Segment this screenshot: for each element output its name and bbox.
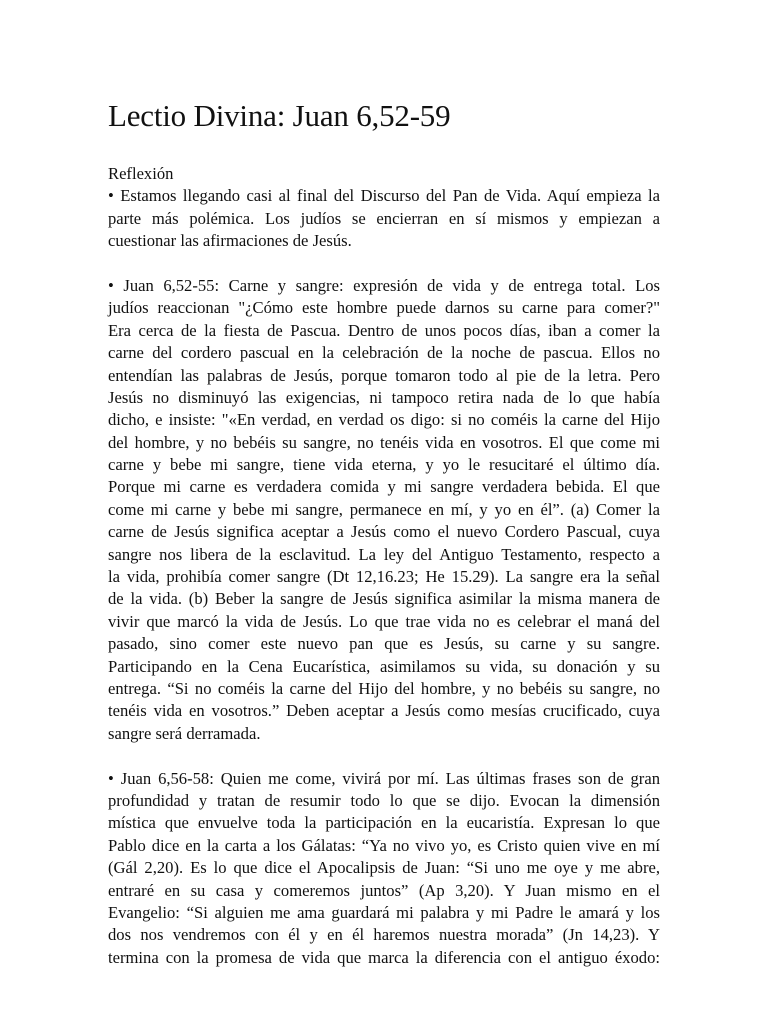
document-title: Lectio Divina: Juan 6,52-59 bbox=[108, 98, 451, 133]
text-line: • Juan 6,52-55: Carne y sangre: expresión de vida y de entrega total. Los bbox=[108, 275, 660, 295]
text-line: vivir que marcó la vida de Jesús. Lo que trae vida no es celebrar el maná del bbox=[108, 611, 660, 631]
text-line: Jesús no disminuyó las exigencias, ni tampoco retira nada de lo que había bbox=[108, 387, 660, 407]
text-line: • Estamos llegando casi al final del Discurso del Pan de Vida. Aquí empieza la bbox=[108, 186, 660, 206]
paragraph-1 bbox=[108, 185, 660, 252]
text-line: entendían las palabras de Jesús, porque tomaron todo al pie de la letra. Pero bbox=[108, 365, 660, 385]
text-line: Porque mi carne es verdadera comida y mi sangre verdadera bebida. El que bbox=[108, 477, 660, 497]
text-line: Era cerca de la fiesta de Pascua. Dentro de unos pocos días, iban a comer la bbox=[108, 320, 660, 340]
document-body bbox=[108, 163, 660, 969]
text-line: • Juan 6,56-58: Quien me come, vivirá por mí. Las últimas frases son de gran bbox=[108, 768, 660, 788]
text-line: parte más polémica. Los judíos se encierran en sí mismos y empiezan a bbox=[108, 208, 660, 228]
section-heading: Reflexión bbox=[108, 164, 174, 183]
paragraph-gap bbox=[108, 745, 660, 767]
text-line: mística que envuelve toda la participación en la eucaristía. Expresan lo que bbox=[108, 813, 660, 833]
paragraph-2 bbox=[108, 275, 660, 745]
text-line: judíos reaccionan "¿Cómo este hombre puede darnos su carne para comer?" bbox=[108, 298, 660, 318]
text-line: tenéis vida en vosotros.” Deben aceptar a Jesús como mesías crucificado, cuya bbox=[108, 701, 660, 721]
text-line: dicho, e insiste: "«En verdad, en verdad os digo: si no coméis la carne del Hijo bbox=[108, 410, 660, 430]
paragraph-3 bbox=[108, 768, 660, 970]
text-line: Evangelio: “Si alguien me ama guardará mi palabra y mi Padre le amará y los bbox=[108, 902, 660, 922]
text-line: dos nos vendremos con él y en él haremos nuestra morada” (Jn 14,23). Y bbox=[108, 925, 660, 945]
text-line: pasado, sino comer este nuevo pan que es Jesús, su carne y su sangre. bbox=[108, 634, 660, 654]
text-line: entraré en su casa y comeremos juntos” (Ap 3,20). Y Juan mismo en el bbox=[108, 880, 660, 900]
text-line: carne y bebe mi sangre, tiene vida eterna, y yo le resucitaré el último día. bbox=[108, 455, 660, 475]
text-line: come mi carne y bebe mi sangre, permanece en mí, y yo en él”. (a) Comer la bbox=[108, 499, 660, 519]
text-line: del hombre, y no bebéis su sangre, no tenéis vida en vosotros. El que come mi bbox=[108, 432, 660, 452]
text-line: carne del cordero pascual en la celebración de la noche de pascua. Ellos no bbox=[108, 343, 660, 363]
paragraph-gap bbox=[108, 253, 660, 275]
text-line: de la vida. (b) Beber la sangre de Jesús significa asimilar la misma manera de bbox=[108, 589, 660, 609]
text-line: Pablo dice en la carta a los Gálatas: “Ya no vivo yo, es Cristo quien vive en mí bbox=[108, 835, 660, 855]
text-line: Participando en la Cena Eucarística, asimilamos su vida, su donación y su bbox=[108, 656, 660, 676]
text-line: sangre nos libera de la esclavitud. La ley del Antiguo Testamento, respecto a bbox=[108, 544, 660, 564]
text-line: sangre será derramada. bbox=[108, 723, 261, 743]
text-line: cuestionar las afirmaciones de Jesús. bbox=[108, 231, 352, 251]
text-line: entrega. “Si no coméis la carne del Hijo del hombre, y no bebéis su sangre, no bbox=[108, 678, 660, 698]
text-line: la vida, prohibía comer sangre (Dt 12,16.23; He 15.29). La sangre era la señal bbox=[108, 567, 660, 587]
text-line: carne de Jesús significa aceptar a Jesús como el nuevo Cordero Pascual, cuya bbox=[108, 522, 660, 542]
text-line: (Gál 2,20). Es lo que dice el Apocalipsis de Juan: “Si uno me oye y me abre, bbox=[108, 858, 660, 878]
text-line: termina con la promesa de vida que marca la diferencia con el antiguo éxodo: bbox=[108, 947, 660, 967]
text-line: profundidad y tratan de resumir todo lo que se dijo. Evocan la dimensión bbox=[108, 790, 660, 810]
